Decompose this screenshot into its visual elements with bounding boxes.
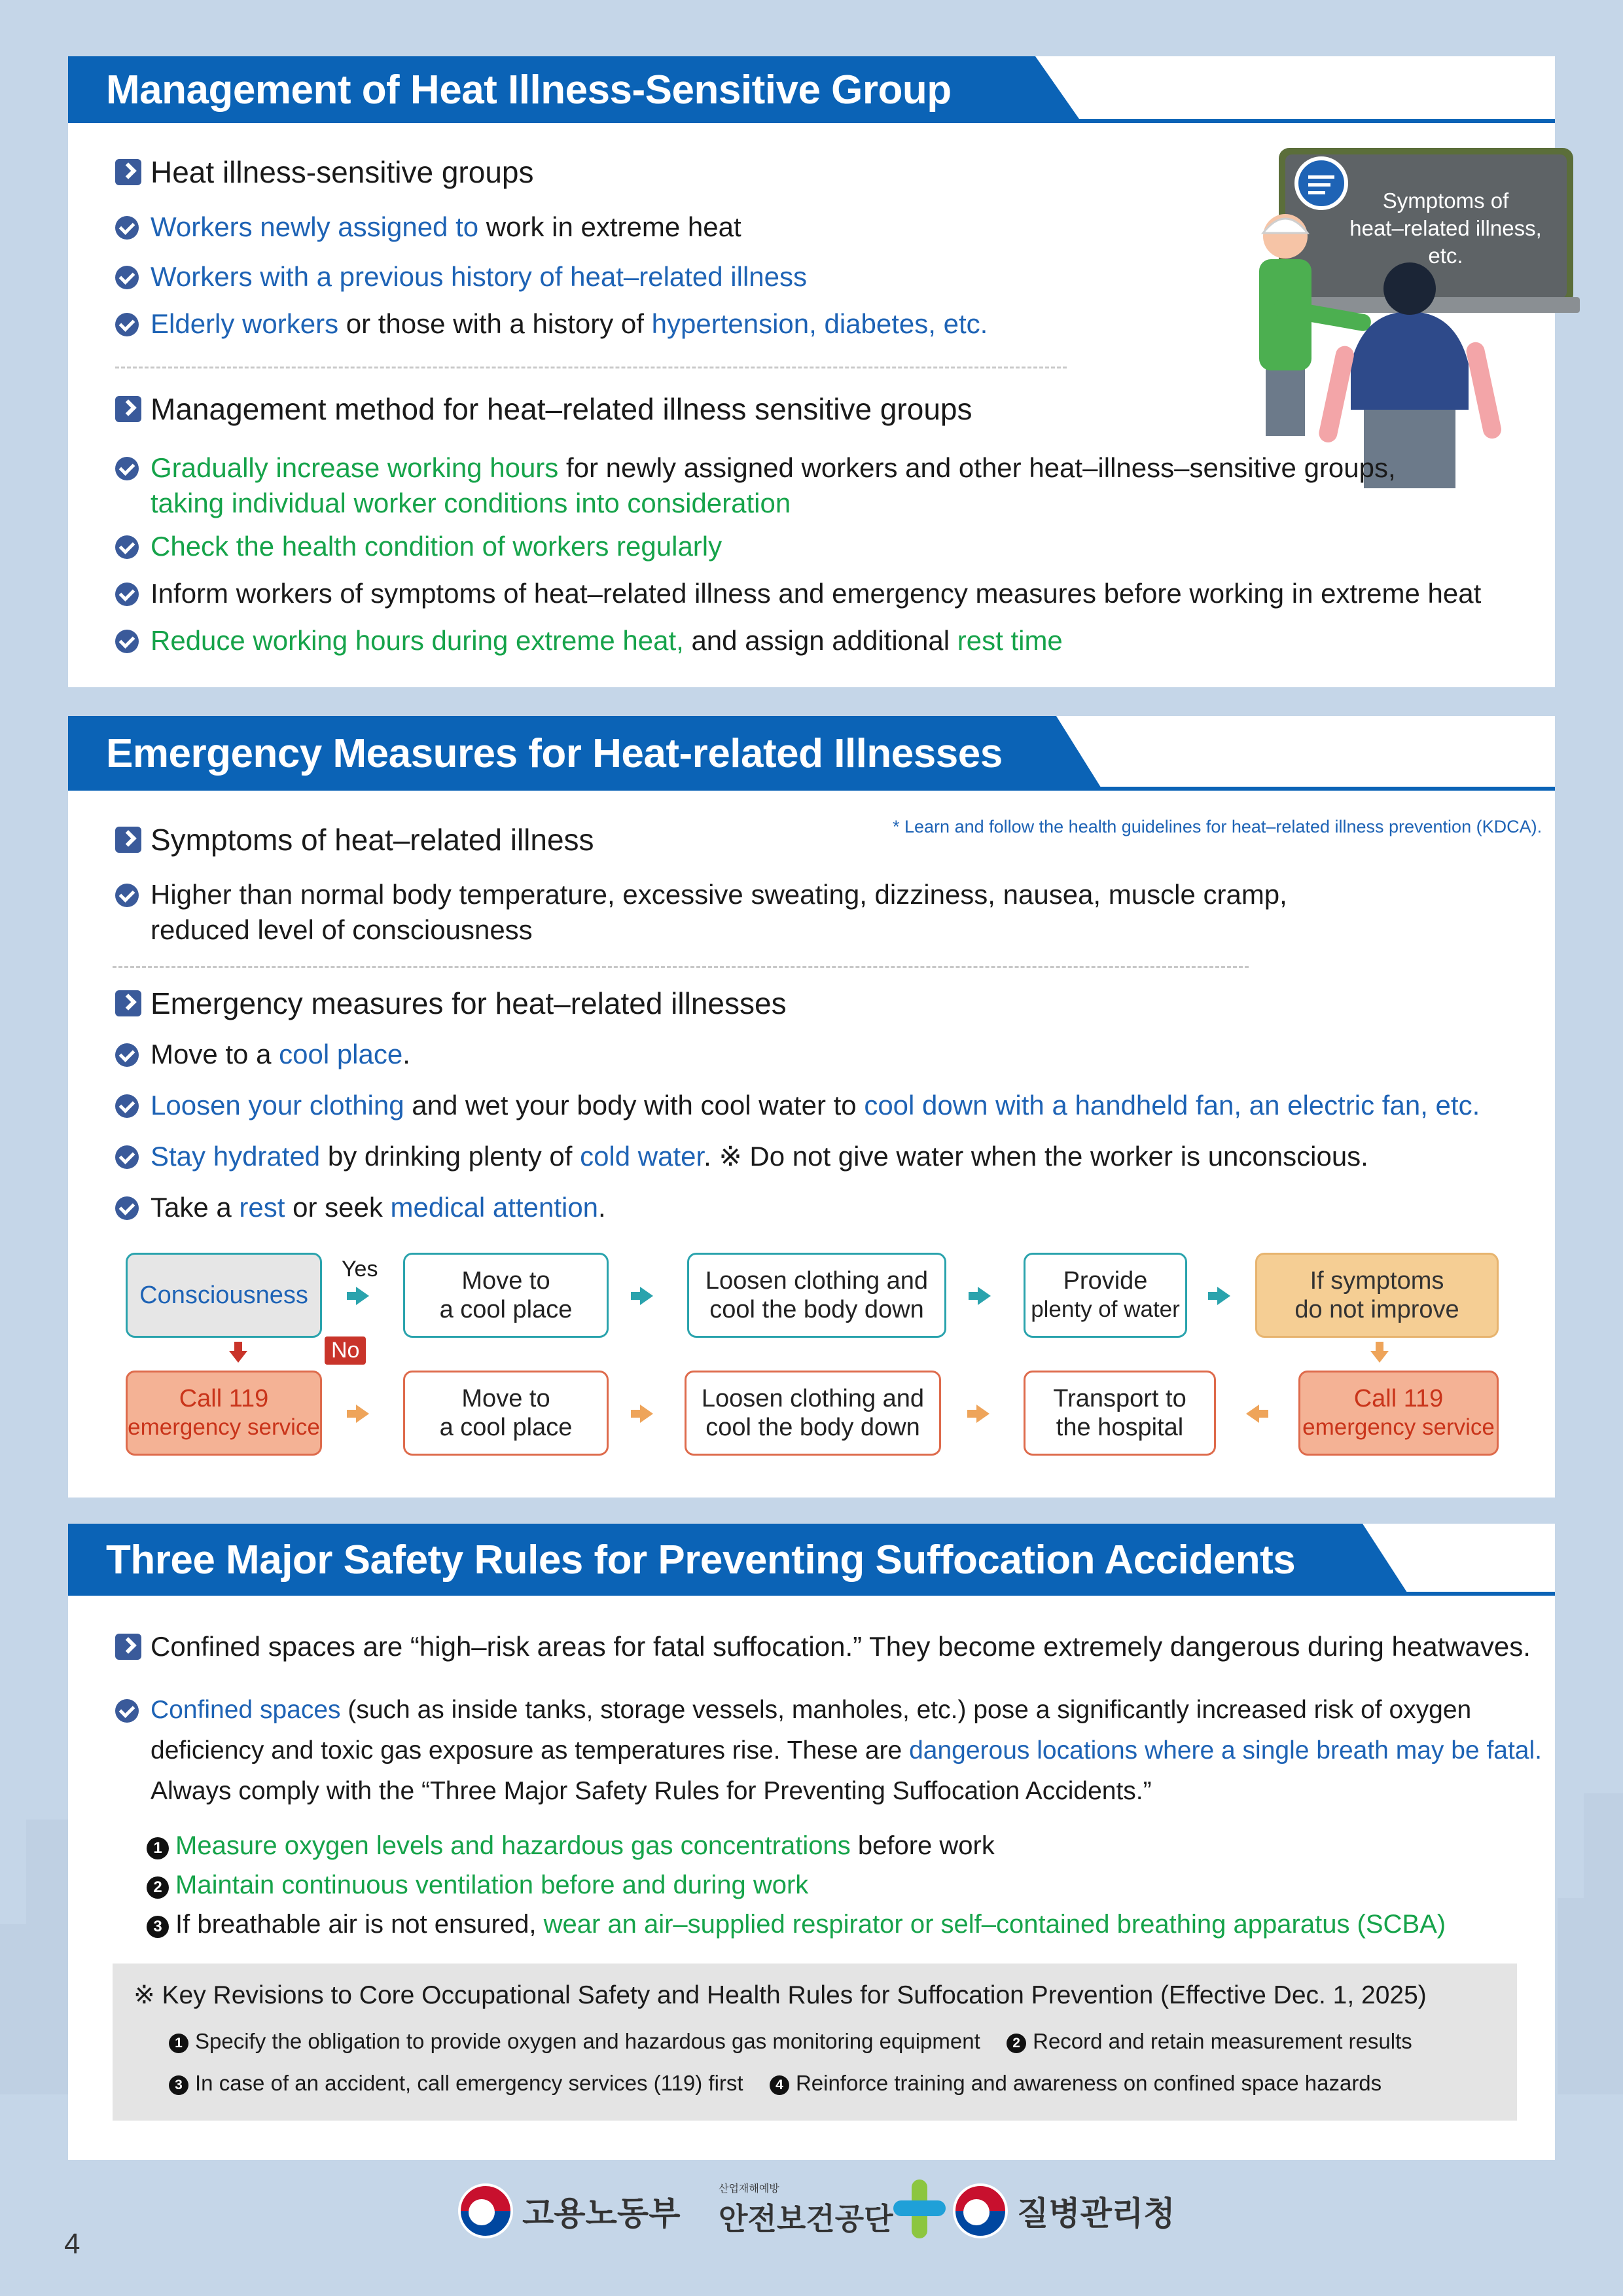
- arrow-right-icon: [640, 1287, 653, 1305]
- subheading-symptoms: Symptoms of heat–related illness: [115, 822, 594, 857]
- check-circle-icon: [115, 535, 139, 559]
- number-badge: 3: [147, 1916, 169, 1938]
- blackboard-text: Symptoms of heat–related illness, etc.: [1349, 188, 1542, 268]
- subheading-management-method: Management method for heat–related illness sensitive groups: [115, 391, 972, 427]
- section-header: [68, 1524, 1555, 1589]
- section-title: Management of Heat Illness-Sensitive Group: [106, 67, 952, 113]
- flow-no-label: No: [325, 1336, 366, 1365]
- flow-top-step: Move to a cool place: [403, 1253, 609, 1338]
- logo-ministry-of-employment-and-labor: 고용노동부: [458, 2183, 681, 2238]
- divider: [113, 966, 1249, 968]
- list-item: Take a rest or seek medical attention.: [115, 1190, 606, 1225]
- section-header: [68, 56, 1555, 122]
- page-number: 4: [64, 2228, 80, 2260]
- list-item: Inform workers of symptoms of heat–related illness and emergency measures before working in extreme heat: [115, 576, 1481, 611]
- check-circle-icon: [115, 884, 139, 907]
- check-circle-icon: [115, 1196, 139, 1220]
- taegeuk-emblem-icon: [953, 2183, 1008, 2238]
- arrow-right-icon: [640, 1405, 653, 1423]
- chevron-right-icon: [115, 159, 141, 185]
- arrow-right-icon: [976, 1405, 990, 1423]
- taegeuk-emblem-icon: [458, 2183, 513, 2238]
- flow-bottom-step: Transport to the hospital: [1024, 1371, 1216, 1456]
- check-circle-icon: [115, 266, 139, 289]
- section-heat-sensitive-group: [68, 56, 1555, 687]
- check-circle-icon: [115, 457, 139, 480]
- subheading-sensitive-groups: Heat illness-sensitive groups: [115, 154, 534, 190]
- flow-yes-label: Yes: [342, 1257, 378, 1282]
- flow-top-step: Loosen clothing and cool the body down: [687, 1253, 946, 1338]
- section-title: Emergency Measures for Heat-related Illnesses: [106, 731, 1003, 776]
- check-circle-icon: [115, 1094, 139, 1118]
- check-circle-icon: [115, 630, 139, 653]
- flow-top-step: If symptoms do not improve: [1255, 1253, 1499, 1338]
- key-revisions-row: 3 In case of an accident, call emergency services (119) first 4 Reinforce training and awareness on confined space hazards: [169, 2071, 1382, 2096]
- arrow-down-icon: [229, 1351, 247, 1363]
- list-item: Elderly workers or those with a history of hypertension, diabetes, etc.: [115, 306, 988, 342]
- flow-bottom-step: Call 119 emergency service: [1298, 1371, 1499, 1456]
- kdca-note: * Learn and follow the health guidelines for heat–related illness prevention (KDCA).: [893, 817, 1543, 836]
- arrow-down-icon: [1370, 1351, 1389, 1363]
- list-item: Workers newly assigned to work in extreme heat: [115, 209, 741, 245]
- list-item: Check the health condition of workers regularly: [115, 529, 722, 564]
- number-badge: 1: [147, 1837, 169, 1859]
- rule-item: 3 If breathable air is not ensured, wear an air–supplied respirator or self–contained breathing apparatus (SCBA): [147, 1907, 1446, 1941]
- arrow-left-icon: [1246, 1405, 1259, 1423]
- key-revisions-title: ※ Key Revisions to Core Occupational Safety and Health Rules for Suffocation Prevention (Effective Dec. 1, 2025): [134, 1981, 1427, 2009]
- chevron-right-icon: [115, 827, 141, 853]
- check-circle-icon: [115, 1699, 139, 1723]
- flow-top-step: Provide plenty of water: [1024, 1253, 1187, 1338]
- kosha-cross-icon: [893, 2179, 946, 2238]
- section-suffocation-rules: [68, 1524, 1555, 2160]
- list-item: Gradually increase working hours for newly assigned workers and other heat–illness–sensitive groups, taking individual worker conditions into consideration: [115, 450, 1396, 521]
- flow-consciousness: Consciousness: [126, 1253, 322, 1338]
- list-item: Move to a cool place.: [115, 1037, 410, 1072]
- number-badge: 2: [147, 1876, 169, 1899]
- list-item: Stay hydrated by drinking plenty of cold water. ※ Do not give water when the worker is unconscious.: [115, 1139, 1368, 1174]
- paragraph-confined-spaces: Confined spaces (such as inside tanks, storage vessels, manholes, etc.) pose a significantly increased risk of oxygen deficiency and toxic gas exposure as temperatures rise. These are dangerous locations where a single breath may be fatal. Always comply with the “Three Major Safety Rules for Preventing Suffocation Accidents.”: [115, 1690, 1542, 1812]
- list-item: Workers with a previous history of heat–related illness: [115, 259, 807, 295]
- flow-bottom-step: Call 119 emergency service: [126, 1371, 322, 1456]
- logo-kdca: 질병관리청: [953, 2183, 1175, 2238]
- arrow-right-icon: [356, 1287, 369, 1305]
- arrow-right-icon: [1217, 1287, 1230, 1305]
- section-header: [68, 716, 1555, 781]
- arrow-right-icon: [978, 1287, 991, 1305]
- key-revisions-box: [113, 1964, 1517, 2121]
- flow-bottom-step: Loosen clothing and cool the body down: [685, 1371, 941, 1456]
- subheading-emergency-measures: Emergency measures for heat–related illnesses: [115, 986, 787, 1021]
- list-item: Loosen your clothing and wet your body with cool water to cool down with a handheld fan, an electric fan, etc.: [115, 1088, 1480, 1123]
- section-emergency-measures: [68, 716, 1555, 1498]
- key-revisions-row: 1 Specify the obligation to provide oxygen and hazardous gas monitoring equipment 2 Record and retain measurement results: [169, 2029, 1412, 2054]
- logo-kosha: 산업재해예방 안전보건공단: [719, 2179, 946, 2238]
- chevron-right-icon: [115, 396, 141, 422]
- list-item: Reduce working hours during extreme heat, and assign additional rest time: [115, 623, 1063, 658]
- check-circle-icon: [115, 583, 139, 606]
- arrow-right-icon: [356, 1405, 369, 1423]
- rule-item: 2 Maintain continuous ventilation before and during work: [147, 1868, 808, 1902]
- section-title: Three Major Safety Rules for Preventing Suffocation Accidents: [106, 1537, 1296, 1583]
- rule-item: 1 Measure oxygen levels and hazardous gas concentrations before work: [147, 1829, 995, 1863]
- check-circle-icon: [115, 1043, 139, 1067]
- check-circle-icon: [115, 1145, 139, 1169]
- divider: [115, 367, 1067, 368]
- check-circle-icon: [115, 313, 139, 336]
- chevron-right-icon: [115, 1634, 141, 1660]
- chevron-right-icon: [115, 990, 141, 1016]
- subheading-confined-spaces: Confined spaces are “high–risk areas for fatal suffocation.” They become extremely dangerous during heatwaves.: [115, 1631, 1531, 1662]
- check-circle-icon: [115, 216, 139, 240]
- list-item: Higher than normal body temperature, excessive sweating, dizziness, nausea, muscle cramp, reduced level of consciousness: [115, 877, 1287, 948]
- flow-bottom-step: Move to a cool place: [403, 1371, 609, 1456]
